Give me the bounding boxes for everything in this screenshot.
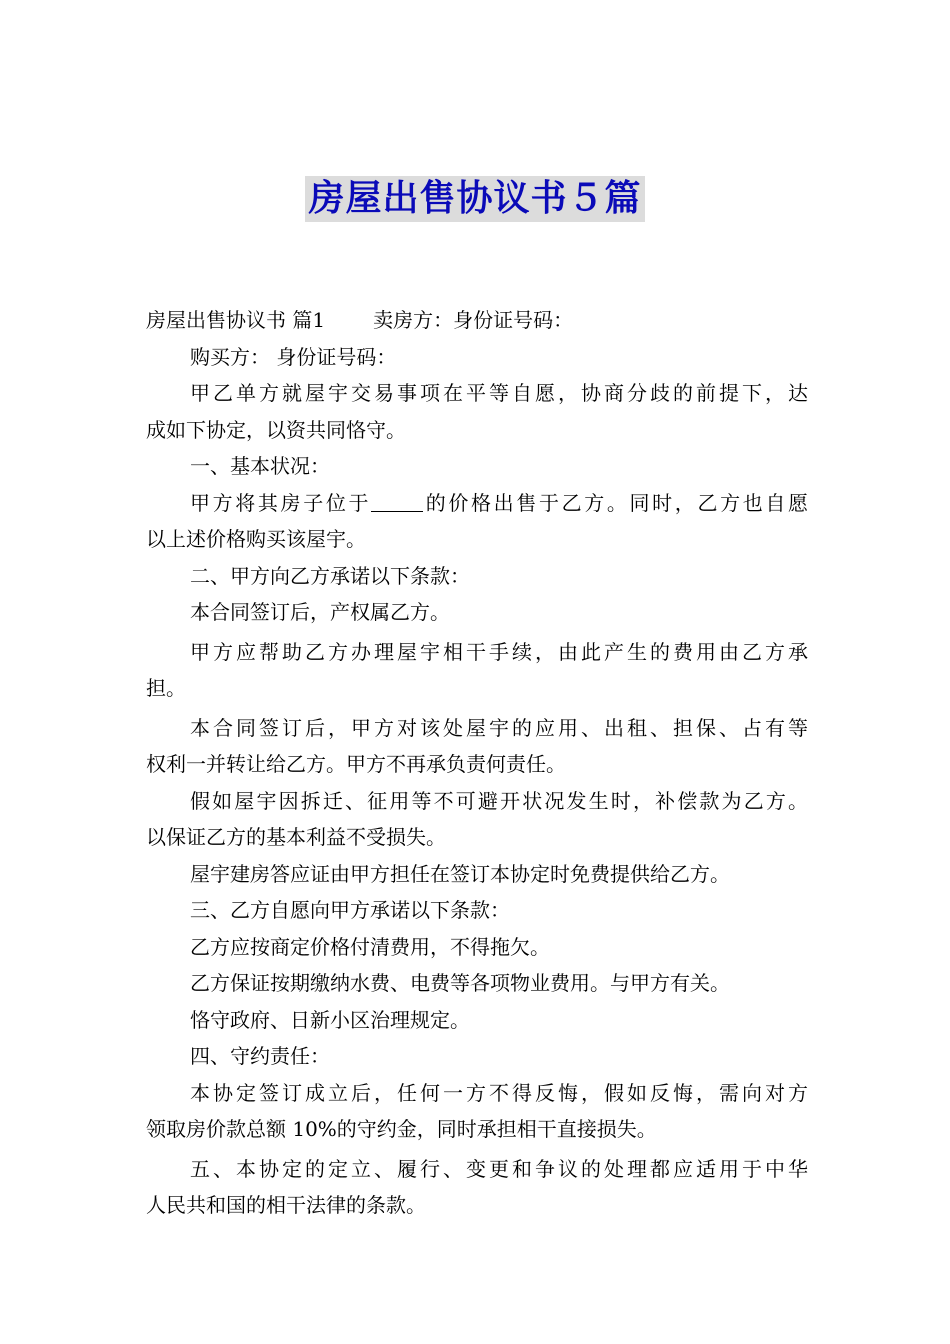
paragraph-line: 担。 [146,676,186,700]
title-container [0,176,950,222]
paragraph-line: 屋宇建房答应证由甲方担任在签订本协定时免费提供给乙方。 [190,861,730,886]
paragraph-line: 甲乙单方就屋宇交易事项在平等自愿，协商分歧的前提下，达 [190,381,808,405]
paragraph-line: 甲方应帮助乙方办理屋宇相干手续，由此产生的费用由乙方承 [190,639,808,664]
paragraph-line: 乙方应按商定价格付清费用，不得拖欠。 [190,934,550,959]
section-heading: 一、基本状况： [190,454,330,478]
paragraph-line: 人民共和国的相干法律的条款。 [146,1193,426,1217]
buyer-id-line: 购买方： 身份证号码： [190,344,397,369]
paragraph-line: 以上述价格购买该屋宇。 [146,527,366,551]
paragraph-line: 假如屋宇因拆迁、征用等不可避开状况发生时，补偿款为乙方。 [190,788,808,813]
text-segment: 的价格出售于乙方。同时，乙方也自愿 [423,490,808,515]
section-heading: 四、守约责任： [190,1044,330,1068]
blank-underline [371,491,423,512]
document-title: 房屋出售协议书５篇 [305,176,644,222]
section-label: 房屋出售协议书 篇1 [146,308,326,332]
seller-id-line: 卖房方：身份证号码： [373,308,574,332]
section-heading: 三、乙方自愿向甲方承诺以下条款： [190,898,510,922]
paragraph-line [146,485,808,522]
paragraph-line: 五、本协定的定立、履行、变更和争议的处理都应适用于中华 [190,1156,808,1181]
paragraph-line: 恪守政府、日新小区治理规定。 [190,1007,470,1032]
section-header-line [146,302,808,339]
document-body [146,302,808,1224]
paragraph-line: 权利一并转让给乙方。甲方不再承负责何责任。 [146,752,566,776]
paragraph-line: 本合同签订后，产权属乙方。 [190,600,450,624]
paragraph-line: 本合同签订后，甲方对该处屋宇的应用、出租、担保、占有等 [190,715,808,740]
section-heading: 二、甲方向乙方承诺以下条款： [190,563,470,588]
paragraph-line: 本协定签订成立后，任何一方不得反悔，假如反悔，需向对方 [190,1080,808,1105]
paragraph-line: 领取房价款总额 10%的守约金，同时承担相干直接损失。 [146,1117,657,1141]
paragraph-line: 乙方保证按期缴纳水费、电费等各项物业费用。与甲方有关。 [190,971,730,995]
paragraph-line: 成如下协定，以资共同恪守。 [146,417,406,442]
paragraph-line: 以保证乙方的基本利益不受损失。 [146,825,446,849]
text-segment: 甲方将其房子位于 [190,490,372,515]
